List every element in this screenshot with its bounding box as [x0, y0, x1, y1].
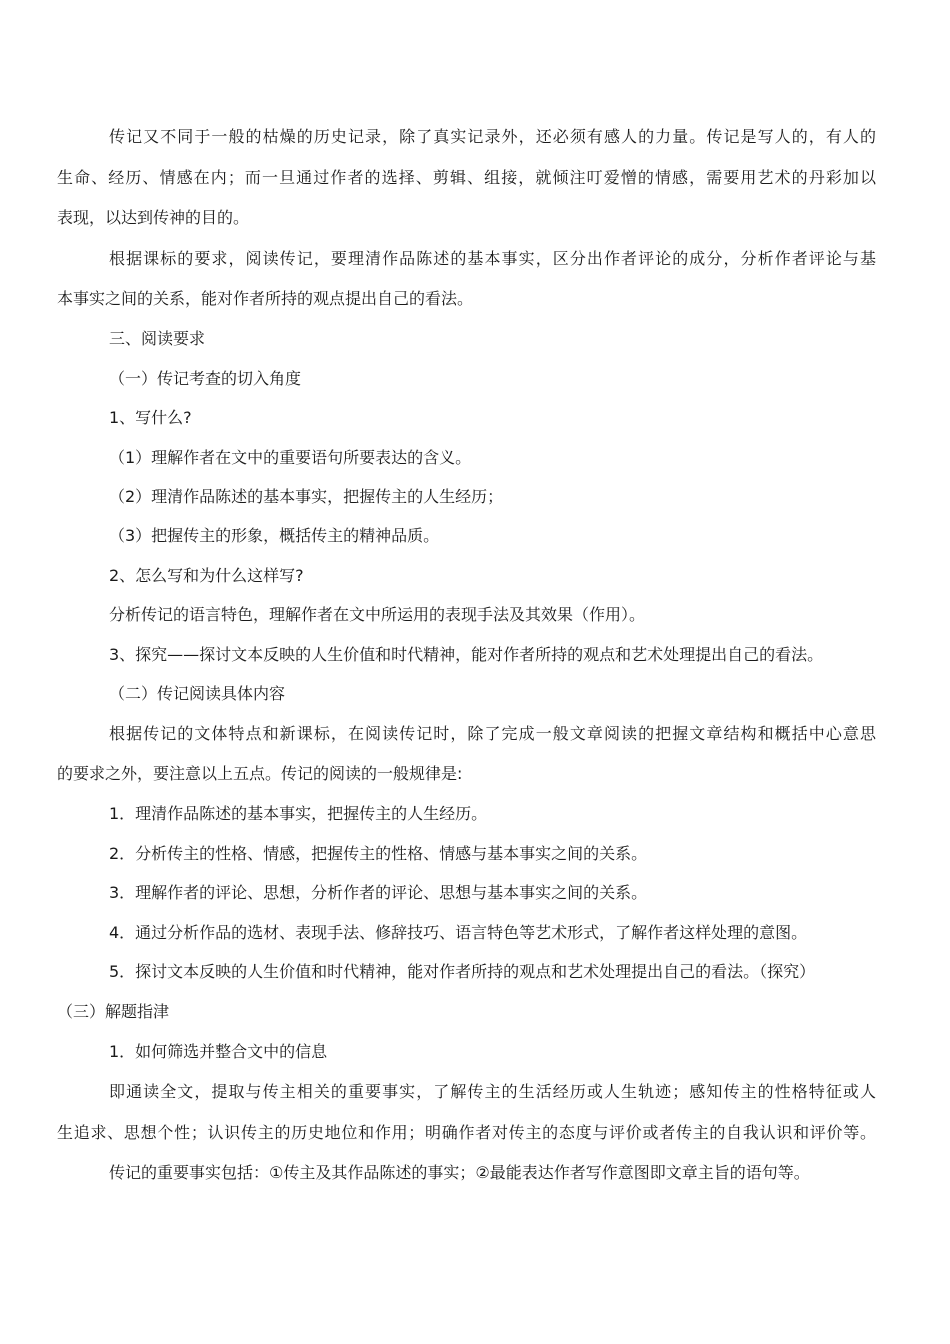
subsection-heading: （一）传记考查的切入角度 [109, 369, 302, 388]
paragraph-line: 根据传记的文体特点和新课标，在阅读传记时，除了完成一般文章阅读的把握文章结构和概括中心意思 [109, 724, 876, 743]
paragraph-line: 根据课标的要求，阅读传记，要理清作品陈述的基本事实，区分出作者评论的成分，分析作者评论与基 [109, 249, 876, 268]
paragraph-line: 即通读全文，提取与传主相关的重要事实，了解传主的生活经历或人生轨迹；感知传主的性格特征或人 [109, 1082, 876, 1101]
list-item: 3．理解作者的评论、思想，分析作者的评论、思想与基本事实之间的关系。 [109, 883, 648, 902]
paragraph-line: 表现，以达到传神的目的。 [57, 208, 250, 227]
list-item: 4．通过分析作品的选材、表现手法、修辞技巧、语言特色等艺术形式，了解作者这样处理的意图。 [109, 923, 808, 942]
paragraph-line: 生命、经历、情感在内；而一旦通过作者的选择、剪辑、组接，就倾注叮爱憎的情感，需要用艺术的丹彩加以 [57, 168, 876, 187]
paragraph-line: 分析传记的语言特色，理解作者在文中所运用的表现手法及其效果（作用）。 [109, 605, 646, 624]
paragraph-line: 3、探究——探讨文本反映的人生价值和时代精神，能对作者所持的观点和艺术处理提出自己的看法。 [109, 645, 824, 664]
list-item: （2）理清作品陈述的基本事实，把握传主的人生经历； [109, 487, 504, 506]
paragraph-line: 生追求、思想个性；认识传主的历史地位和作用；明确作者对传主的态度与评价或者传主的自我认识和评价等。 [57, 1123, 876, 1142]
list-heading: 1、写什么? [109, 408, 192, 427]
paragraph-line: 本事实之间的关系，能对作者所持的观点提出自己的看法。 [57, 289, 474, 308]
list-heading: 2、怎么写和为什么这样写? [109, 566, 304, 585]
list-item: （1）理解作者在文中的重要语句所要表达的含义。 [109, 448, 472, 467]
subsection-heading: （二）传记阅读具体内容 [109, 684, 286, 703]
list-item: 5．探讨文本反映的人生价值和时代精神，能对作者所持的观点和艺术处理提出自己的看法。（探究） [109, 962, 816, 981]
paragraph-line: 传记又不同于一般的枯燥的历史记录，除了真实记录外，还必须有感人的力量。传记是写人的，有人的 [109, 127, 876, 146]
paragraph-line: 的要求之外，要注意以上五点。传记的阅读的一般规律是: [57, 764, 463, 783]
list-item: （3）把握传主的形象，概括传主的精神品质。 [109, 526, 440, 545]
paragraph-line: 传记的重要事实包括：①传主及其作品陈述的事实；②最能表达作者写作意图即文章主旨的语句等。 [109, 1163, 810, 1182]
subsection-heading: （三）解题指津 [57, 1002, 170, 1021]
list-heading: 1．如何筛选并整合文中的信息 [109, 1042, 328, 1061]
list-item: 2．分析传主的性格、情感，把握传主的性格、情感与基本事实之间的关系。 [109, 844, 648, 863]
list-item: 1．理清作品陈述的基本事实，把握传主的人生经历。 [109, 804, 488, 823]
section-heading: 三、阅读要求 [109, 329, 206, 348]
